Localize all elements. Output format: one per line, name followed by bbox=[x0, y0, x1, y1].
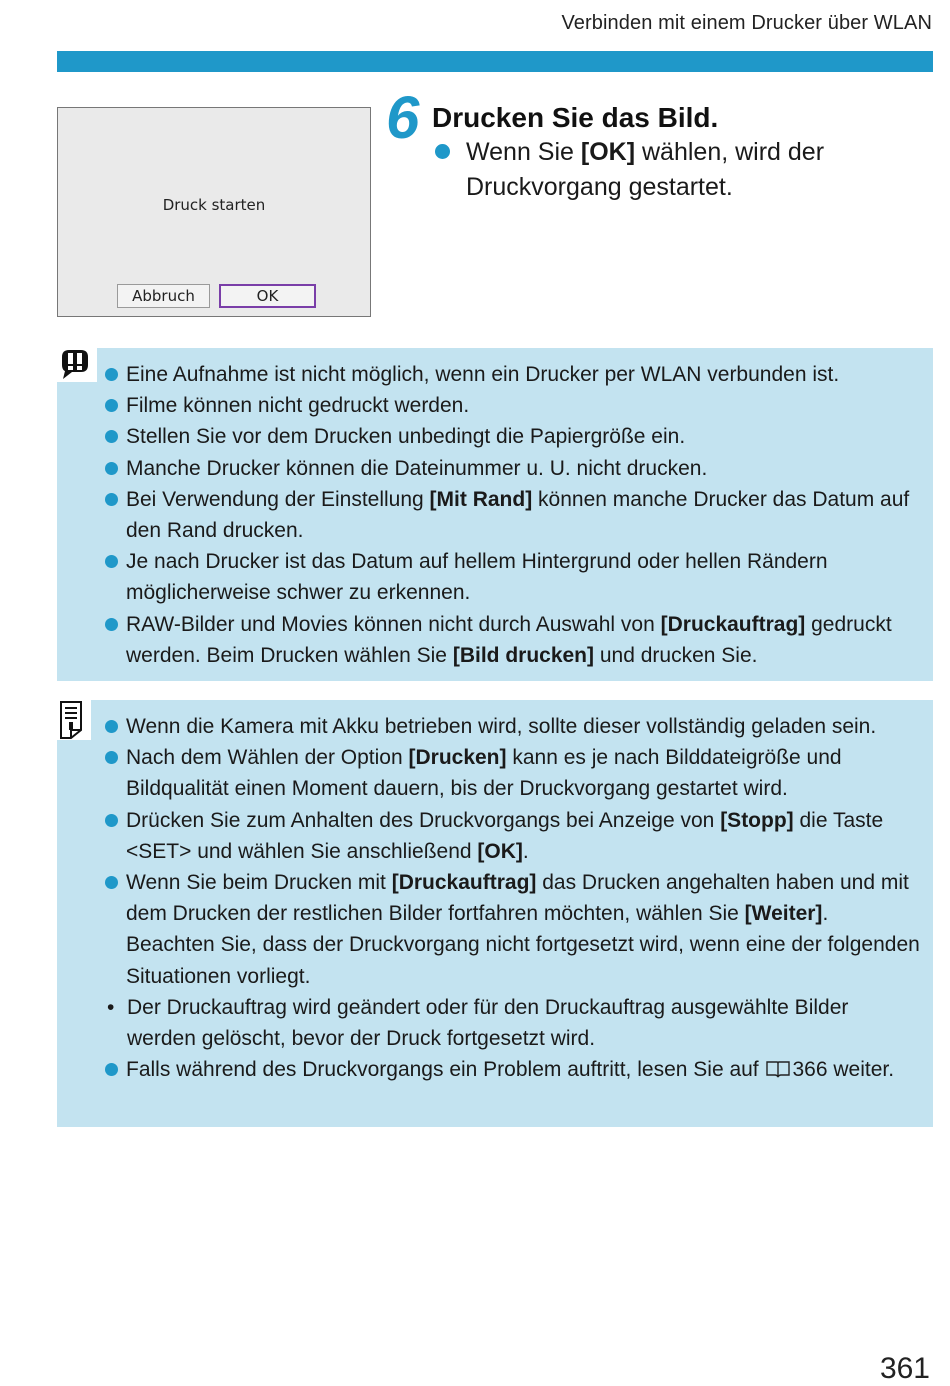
step-title: Drucken Sie das Bild. bbox=[432, 102, 719, 133]
screen-message: Druck starten bbox=[162, 196, 266, 214]
memo-icon bbox=[57, 700, 91, 740]
list-item: Stellen Sie vor dem Drucken unbedingt die Papiergröße ein. bbox=[104, 421, 921, 452]
step-text: Wenn Sie [OK] wählen, wird der Druckvorgang gestartet. bbox=[466, 138, 825, 201]
step-number: 6 bbox=[386, 84, 420, 151]
list-item: Bei Verwendung der Einstellung [Mit Rand] können manche Drucker das Datum auf den Rand drucken. bbox=[104, 484, 921, 546]
bullet-dot bbox=[105, 399, 118, 412]
sub-bullet: • bbox=[107, 995, 115, 1019]
bullet-dot bbox=[105, 876, 118, 889]
ok-button[interactable]: OK bbox=[219, 284, 316, 308]
list-item: Manche Drucker können die Dateinummer u. U. nicht drucken. bbox=[104, 453, 921, 484]
list-item: Nach dem Wählen der Option [Drucken] kann es je nach Bilddateigröße und Bildqualität einen Moment dauern, bis der Druckvorgang gestartet wird. bbox=[104, 742, 921, 804]
page-header-title: Verbinden mit einem Drucker über WLAN bbox=[561, 12, 932, 34]
bullet-dot bbox=[105, 1063, 118, 1076]
book-icon bbox=[764, 1059, 792, 1079]
note-list bbox=[104, 711, 921, 1085]
bullet-dot bbox=[105, 493, 118, 506]
bullet-dot bbox=[105, 814, 118, 827]
caution-icon bbox=[57, 348, 97, 382]
bullet-dot bbox=[105, 430, 118, 443]
bullet-dot bbox=[105, 368, 118, 381]
camera-screen bbox=[57, 107, 371, 317]
bullet-dot bbox=[105, 462, 118, 475]
note-box bbox=[57, 700, 933, 1127]
list-item: Eine Aufnahme ist nicht möglich, wenn ein Drucker per WLAN verbunden ist. bbox=[104, 359, 921, 390]
caution-list bbox=[104, 359, 921, 671]
list-item: Drücken Sie zum Anhalten des Druckvorgangs bei Anzeige von [Stopp] die Taste <SET> und wählen Sie anschließend [OK]. bbox=[104, 805, 921, 867]
list-item: Je nach Drucker ist das Datum auf hellem Hintergrund oder hellen Rändern möglicherweise schwer zu erkennen. bbox=[104, 546, 921, 608]
bullet-dot bbox=[105, 618, 118, 631]
bullet-dot bbox=[105, 555, 118, 568]
header-bar bbox=[57, 51, 933, 72]
caution-box bbox=[57, 348, 933, 681]
cancel-button[interactable]: Abbruch bbox=[117, 284, 210, 308]
list-item: • Der Druckauftrag wird geändert oder für den Druckauftrag ausgewählte Bilder werden gelöscht, bevor der Druck fortgesetzt wird. bbox=[104, 992, 921, 1054]
bullet-dot bbox=[435, 144, 450, 159]
bullet-dot bbox=[105, 720, 118, 733]
list-item: RAW-Bilder und Movies können nicht durch Auswahl von [Druckauftrag] gedruckt werden. Beim Drucken wählen Sie [Bild drucken] und drucken Sie. bbox=[104, 609, 921, 671]
page-number: 361 bbox=[879, 1352, 930, 1385]
list-item: Filme können nicht gedruckt werden. bbox=[104, 390, 921, 421]
list-item: Wenn die Kamera mit Akku betrieben wird, sollte dieser vollständig geladen sein. bbox=[104, 711, 921, 742]
bullet-dot bbox=[105, 751, 118, 764]
list-item: Falls während des Druckvorgangs ein Problem auftritt, lesen Sie auf 366 weiter. bbox=[104, 1054, 921, 1085]
list-item: Wenn Sie beim Drucken mit [Druckauftrag] das Drucken angehalten haben und mit dem Drucken der restlichen Bilder fortfahren möchten, wählen Sie [Weiter]. Beachten Sie, dass der Druckvorgang nicht fortgesetzt wird, wenn eine der folgenden Situationen vorliegt. bbox=[104, 867, 921, 992]
